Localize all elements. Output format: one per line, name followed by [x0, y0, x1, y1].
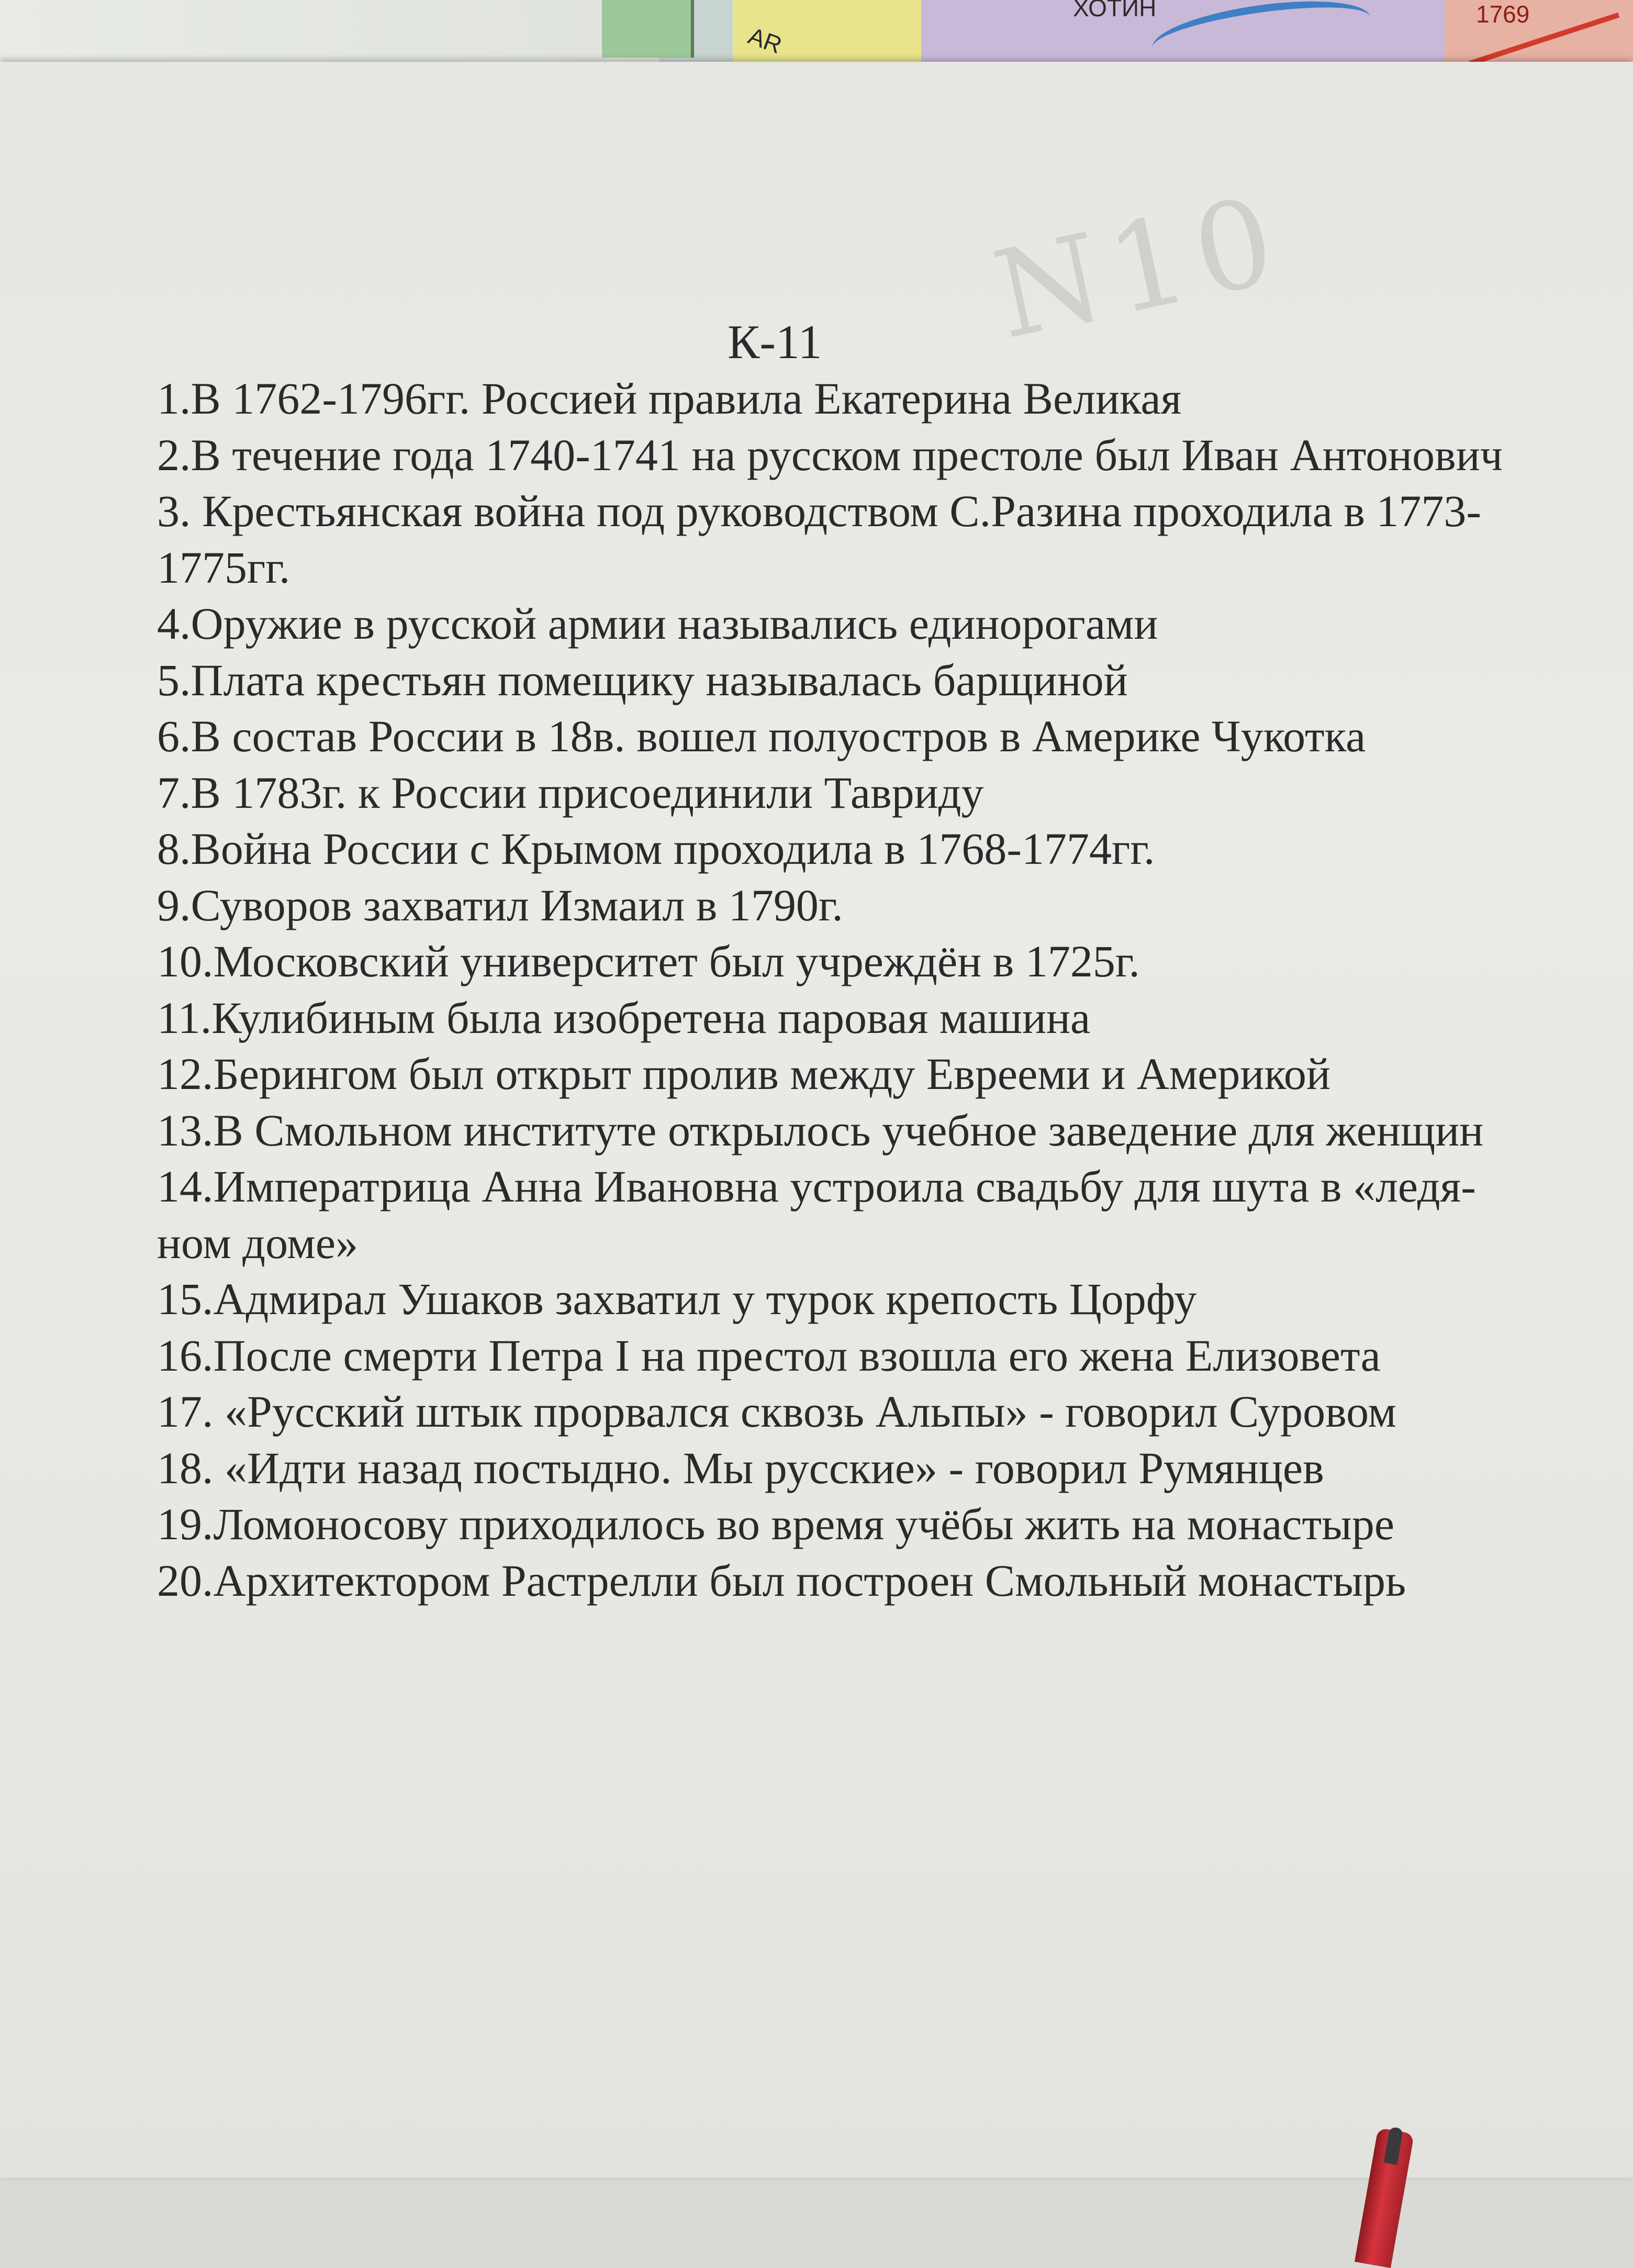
- document-title: К-11: [728, 315, 822, 369]
- statement-line: 13.В Смольном институте открылось учебное заведение для женщин: [157, 1105, 1484, 1155]
- map-region-pink: [1445, 0, 1633, 65]
- map-label-year: 1769: [1476, 1, 1530, 28]
- statement-line: 9.Суворов захватил Измаил в 1790г.: [157, 880, 843, 930]
- statement-line: 16.После смерти Петра I на престол взошла его жена Елизовета: [157, 1330, 1381, 1381]
- statement-line: 18. «Идти назад постыдно. Мы русские» - говорил Румянцев: [157, 1442, 1324, 1493]
- statement-list: [157, 371, 1623, 1609]
- paper-sheet: [0, 62, 1633, 2178]
- statement-line: 12.Берингом был открыт пролив между Еврееми и Америкой: [157, 1049, 1330, 1099]
- statement-line: 14.Императрица Анна Ивановна устроила свадьбу для шута в «ледя-: [157, 1161, 1476, 1211]
- statement-line: 20.Архитектором Растрелли был построен Смольный монастырь: [157, 1555, 1406, 1606]
- statement-line: 5.Плата крестьян помещику называлась барщиной: [157, 654, 1128, 705]
- statement-line: 4.Оружие в русской армии назывались единорогами: [157, 598, 1158, 649]
- statement-line: 3. Крестьянская война под руководством С.Разина проходила в 1773-: [157, 486, 1482, 536]
- map-region-left: [0, 0, 659, 68]
- statement-line: 8.Война России с Крымом проходила в 1768-1774гг.: [157, 824, 1155, 874]
- statement-line: 1.В 1762-1796гг. Россией правила Екатерина Великая: [157, 373, 1182, 424]
- background-map: [0, 0, 1633, 68]
- map-region-green: [602, 0, 694, 58]
- pencil-note: N10: [983, 169, 1296, 366]
- red-pencil: [1355, 2128, 1414, 2268]
- statement-line: 2.В течение года 1740-1741 на русском престоле был Иван Антонович: [157, 429, 1503, 480]
- statement-line: 6.В состав России в 18в. вошел полуостров в Америке Чукотка: [157, 711, 1366, 761]
- map-label-city: ХОТИН: [1073, 0, 1157, 21]
- statement-line: 7.В 1783г. к России присоединили Тавриду: [157, 767, 984, 818]
- statement-line: ном доме»: [157, 1217, 359, 1268]
- statement-line: 11.Кулибиным была изобретена паровая машина: [157, 992, 1091, 1043]
- map-label-fragment: AR: [745, 21, 786, 59]
- statement-line: 10.Московский университет был учреждён в 1725г.: [157, 936, 1140, 986]
- statement-line: 19.Ломоносову приходилось во время учёбы жить на монастыре: [157, 1499, 1394, 1549]
- statement-line: 17. «Русский штык прорвался сквозь Альпы» - говорил Суровом: [157, 1386, 1396, 1437]
- statement-line: 15.Адмирал Ушаков захватил у турок крепость Цорфу: [157, 1274, 1197, 1324]
- statement-line: 1775гг.: [157, 542, 290, 593]
